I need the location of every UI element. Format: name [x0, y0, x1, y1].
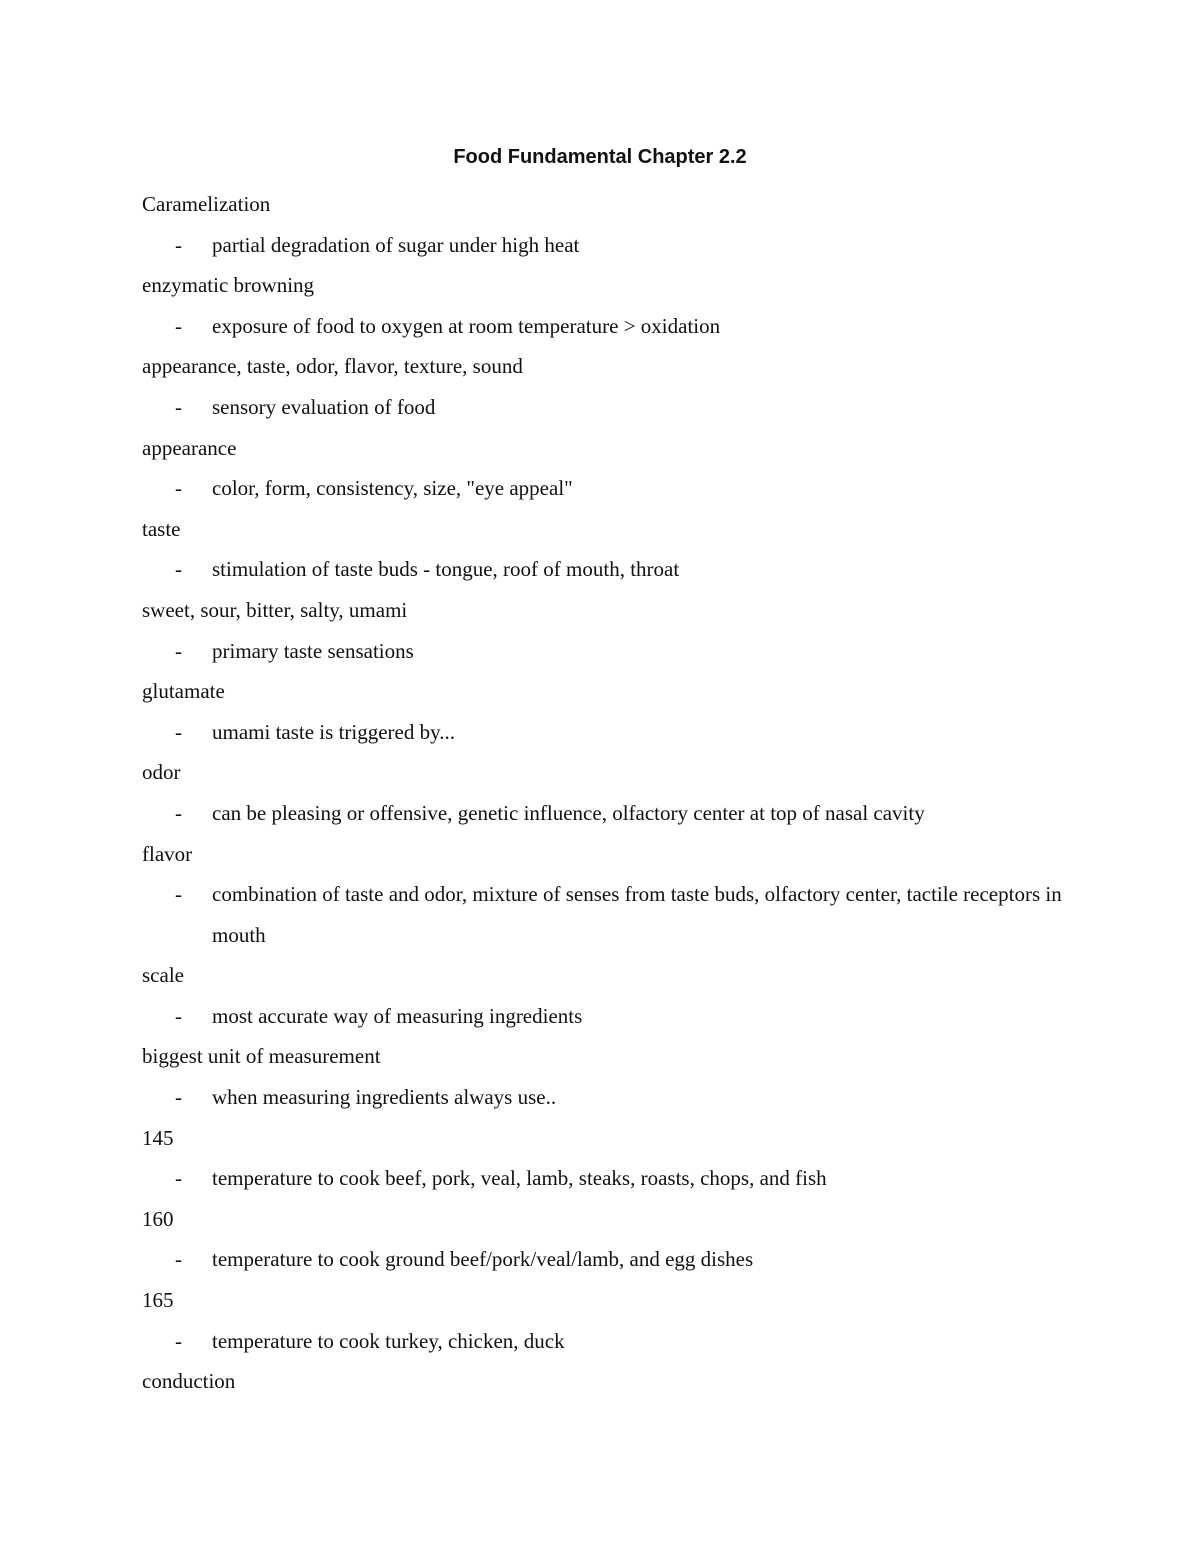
- bullet-dash: -: [175, 476, 182, 501]
- definition-item: [142, 1158, 1072, 1199]
- bullet-dash: -: [175, 1328, 182, 1353]
- definition-text: stimulation of taste buds - tongue, roof of mouth, throat: [212, 557, 680, 582]
- bullet-dash: -: [175, 638, 182, 663]
- term-label: Caramelization: [142, 192, 271, 216]
- definition-text: most accurate way of measuring ingredients: [212, 1003, 583, 1028]
- note-entry: [142, 428, 1072, 509]
- definition-text: when measuring ingredients always use..: [212, 1085, 557, 1110]
- bullet-dash: -: [175, 232, 182, 257]
- definition-item: [142, 712, 1072, 753]
- bullet-dash: -: [175, 1166, 182, 1191]
- note-entry: [142, 1280, 1072, 1361]
- definition-item: [142, 1239, 1072, 1280]
- term-label: sweet, sour, bitter, salty, umami: [142, 597, 408, 622]
- term-label: 145: [142, 1125, 174, 1150]
- note-entry: [142, 346, 1072, 427]
- term-label: taste: [142, 516, 181, 541]
- definition-item: [142, 1077, 1072, 1118]
- definition-text: primary taste sensations: [212, 638, 414, 663]
- definition-item: [142, 793, 1072, 834]
- term-label: flavor: [142, 841, 193, 866]
- definition-item: [142, 387, 1072, 428]
- note-entry: [142, 834, 1072, 956]
- term-label: conduction: [142, 1369, 236, 1394]
- definition-text: color, form, consistency, size, "eye appeal": [212, 476, 573, 501]
- bullet-dash: -: [175, 800, 182, 825]
- term-label: scale: [142, 963, 184, 988]
- definition-item: [142, 631, 1072, 672]
- term-label: appearance: [142, 435, 237, 460]
- notes-list: [142, 184, 1072, 1402]
- page-title: Food Fundamental Chapter 2.2: [453, 146, 747, 168]
- definition-text: can be pleasing or offensive, genetic influence, olfactory center at top of nasal cavity: [212, 800, 925, 825]
- term-label: odor: [142, 760, 181, 785]
- definition-text: temperature to cook ground beef/pork/veal/lamb, and egg dishes: [212, 1247, 754, 1272]
- term-label: appearance, taste, odor, flavor, texture, sound: [142, 354, 523, 379]
- definition-item: [142, 874, 1072, 955]
- note-entry: [142, 1036, 1072, 1117]
- bullet-dash: -: [175, 719, 182, 744]
- definition-item: [142, 996, 1072, 1037]
- note-entry: [142, 1361, 1072, 1402]
- bullet-dash: -: [175, 1003, 182, 1028]
- definition-item: [142, 1321, 1072, 1362]
- term-label: biggest unit of measurement: [142, 1044, 381, 1069]
- definition-item: [142, 306, 1072, 347]
- bullet-dash: -: [175, 313, 182, 338]
- definition-item: [142, 549, 1072, 590]
- note-entry: [142, 590, 1072, 671]
- bullet-dash: -: [175, 394, 182, 419]
- definition-text: partial degradation of sugar under high heat: [212, 232, 580, 257]
- term-label: glutamate: [142, 679, 225, 704]
- note-entry: [142, 1118, 1072, 1199]
- bullet-dash: -: [175, 1247, 182, 1272]
- note-entry: [142, 1199, 1072, 1280]
- term-label: enzymatic browning: [142, 273, 315, 298]
- note-entry: [142, 752, 1072, 833]
- definition-item: [142, 225, 1072, 266]
- note-entry: [142, 509, 1072, 590]
- note-entry: [142, 671, 1072, 752]
- definition-text: temperature to cook beef, pork, veal, lamb, steaks, roasts, chops, and fish: [212, 1166, 827, 1191]
- bullet-dash: -: [175, 557, 182, 582]
- definition-text: exposure of food to oxygen at room temperature > oxidation: [212, 313, 721, 338]
- note-entry: [142, 955, 1072, 1036]
- definition-text: sensory evaluation of food: [212, 394, 436, 419]
- bullet-dash: -: [175, 1085, 182, 1110]
- note-entry: [142, 184, 1072, 265]
- definition-text: umami taste is triggered by...: [212, 719, 455, 744]
- term-label: 165: [142, 1288, 174, 1313]
- definition-item: [142, 468, 1072, 509]
- term-label: 160: [142, 1206, 174, 1231]
- definition-text: combination of taste and odor, mixture of senses from taste buds, olfactory center, tactile receptors in mouth: [212, 882, 1062, 947]
- bullet-dash: -: [175, 882, 182, 907]
- definition-text: temperature to cook turkey, chicken, duck: [212, 1328, 565, 1353]
- note-entry: [142, 265, 1072, 346]
